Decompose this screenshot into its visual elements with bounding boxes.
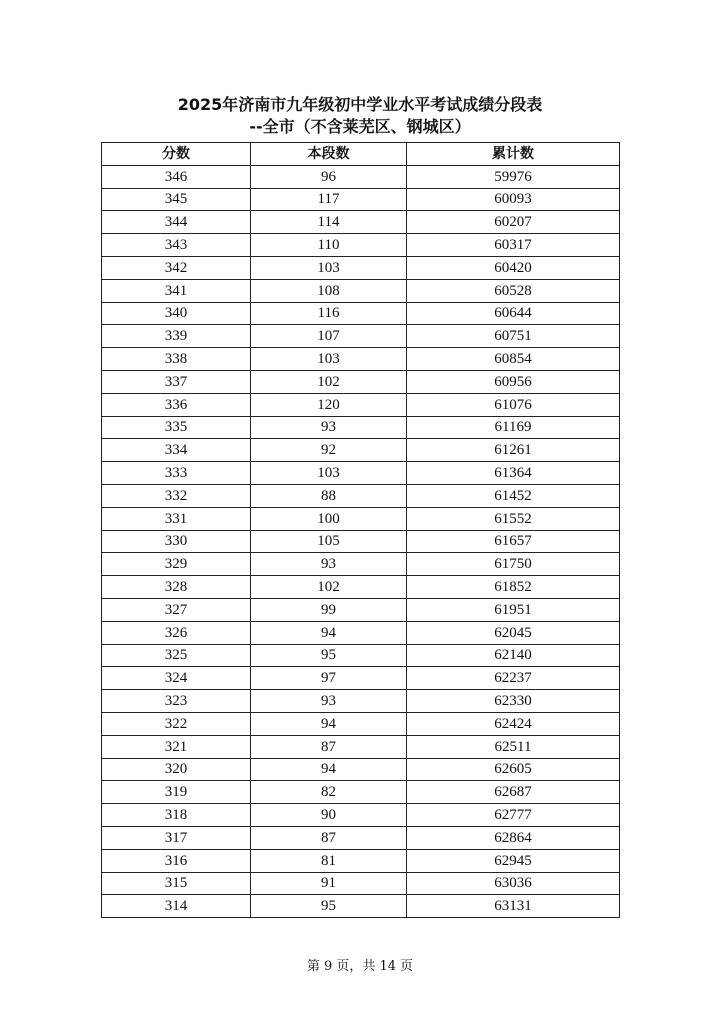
table-row <box>102 348 620 371</box>
cumulative-count-cell: 63131 <box>407 895 620 918</box>
cumulative-count-cell: 61552 <box>407 507 620 530</box>
cumulative-count-cell: 62237 <box>407 667 620 690</box>
page-subtitle: --全市（不含莱芜区、钢城区） <box>249 117 471 136</box>
cumulative-count-cell: 61452 <box>407 484 620 507</box>
segment-count-cell: 93 <box>251 416 407 439</box>
score-cell: 320 <box>102 758 251 781</box>
table-row <box>102 325 620 348</box>
score-cell: 327 <box>102 598 251 621</box>
score-cell: 318 <box>102 804 251 827</box>
score-cell: 321 <box>102 735 251 758</box>
segment-count-cell: 93 <box>251 690 407 713</box>
segment-count-cell: 82 <box>251 781 407 804</box>
table-row <box>102 256 620 279</box>
table-row <box>102 462 620 485</box>
score-distribution-table <box>101 142 620 918</box>
segment-count-cell: 102 <box>251 370 407 393</box>
table-row <box>102 165 620 188</box>
score-cell: 317 <box>102 826 251 849</box>
score-cell: 314 <box>102 895 251 918</box>
segment-count-cell: 88 <box>251 484 407 507</box>
table-row <box>102 211 620 234</box>
cumulative-count-cell: 62605 <box>407 758 620 781</box>
segment-count-cell: 94 <box>251 712 407 735</box>
table-row <box>102 826 620 849</box>
segment-count-cell: 96 <box>251 165 407 188</box>
cumulative-count-cell: 61951 <box>407 598 620 621</box>
segment-count-cell: 102 <box>251 576 407 599</box>
table-row <box>102 781 620 804</box>
page-title: 2025年济南市九年级初中学业水平考试成绩分段表 <box>177 95 543 114</box>
score-cell: 339 <box>102 325 251 348</box>
score-cell: 345 <box>102 188 251 211</box>
score-cell: 343 <box>102 234 251 257</box>
score-cell: 335 <box>102 416 251 439</box>
table-row <box>102 507 620 530</box>
cumulative-count-cell: 61852 <box>407 576 620 599</box>
score-cell: 338 <box>102 348 251 371</box>
table-row <box>102 895 620 918</box>
table-row <box>102 849 620 872</box>
score-cell: 323 <box>102 690 251 713</box>
cumulative-count-cell: 62424 <box>407 712 620 735</box>
score-cell: 328 <box>102 576 251 599</box>
table-row <box>102 439 620 462</box>
cumulative-count-cell: 61169 <box>407 416 620 439</box>
table-row <box>102 667 620 690</box>
cumulative-count-cell: 61261 <box>407 439 620 462</box>
segment-count-cell: 120 <box>251 393 407 416</box>
cumulative-count-cell: 60854 <box>407 348 620 371</box>
table-row <box>102 712 620 735</box>
score-cell: 342 <box>102 256 251 279</box>
score-cell: 344 <box>102 211 251 234</box>
cumulative-count-cell: 60751 <box>407 325 620 348</box>
table-row <box>102 234 620 257</box>
page-footer: 第 9 页，共 14 页 <box>306 959 414 974</box>
cumulative-count-cell: 61076 <box>407 393 620 416</box>
score-cell: 340 <box>102 302 251 325</box>
score-cell: 319 <box>102 781 251 804</box>
cumulative-count-cell: 62511 <box>407 735 620 758</box>
score-cell: 330 <box>102 530 251 553</box>
segment-count-cell: 108 <box>251 279 407 302</box>
table-row <box>102 279 620 302</box>
score-cell: 324 <box>102 667 251 690</box>
segment-count-cell: 94 <box>251 621 407 644</box>
segment-count-cell: 90 <box>251 804 407 827</box>
score-cell: 322 <box>102 712 251 735</box>
score-cell: 326 <box>102 621 251 644</box>
column-header-cumulative-count: 累计数 <box>407 143 620 166</box>
cumulative-count-cell: 60317 <box>407 234 620 257</box>
segment-count-cell: 94 <box>251 758 407 781</box>
cumulative-count-cell: 60644 <box>407 302 620 325</box>
score-cell: 331 <box>102 507 251 530</box>
cumulative-count-cell: 62777 <box>407 804 620 827</box>
cumulative-count-cell: 60093 <box>407 188 620 211</box>
segment-count-cell: 114 <box>251 211 407 234</box>
table-row <box>102 644 620 667</box>
segment-count-cell: 107 <box>251 325 407 348</box>
column-header-segment-count: 本段数 <box>251 143 407 166</box>
score-cell: 341 <box>102 279 251 302</box>
segment-count-cell: 110 <box>251 234 407 257</box>
table-row <box>102 804 620 827</box>
segment-count-cell: 117 <box>251 188 407 211</box>
table-row <box>102 416 620 439</box>
segment-count-cell: 100 <box>251 507 407 530</box>
table-row <box>102 530 620 553</box>
score-cell: 337 <box>102 370 251 393</box>
table-body <box>102 165 620 917</box>
column-header-score: 分数 <box>102 143 251 166</box>
segment-count-cell: 99 <box>251 598 407 621</box>
segment-count-cell: 116 <box>251 302 407 325</box>
table-row <box>102 735 620 758</box>
cumulative-count-cell: 60528 <box>407 279 620 302</box>
table-row <box>102 484 620 507</box>
cumulative-count-cell: 62330 <box>407 690 620 713</box>
table-row <box>102 872 620 895</box>
cumulative-count-cell: 60420 <box>407 256 620 279</box>
table-row <box>102 576 620 599</box>
segment-count-cell: 87 <box>251 826 407 849</box>
cumulative-count-cell: 59976 <box>407 165 620 188</box>
score-cell: 334 <box>102 439 251 462</box>
segment-count-cell: 103 <box>251 462 407 485</box>
table-header-row <box>102 143 620 166</box>
cumulative-count-cell: 62687 <box>407 781 620 804</box>
table-row <box>102 393 620 416</box>
score-cell: 316 <box>102 849 251 872</box>
score-cell: 315 <box>102 872 251 895</box>
segment-count-cell: 95 <box>251 895 407 918</box>
table-row <box>102 188 620 211</box>
cumulative-count-cell: 60207 <box>407 211 620 234</box>
score-cell: 336 <box>102 393 251 416</box>
table-row <box>102 302 620 325</box>
segment-count-cell: 95 <box>251 644 407 667</box>
segment-count-cell: 103 <box>251 348 407 371</box>
table-row <box>102 553 620 576</box>
cumulative-count-cell: 61364 <box>407 462 620 485</box>
score-cell: 346 <box>102 165 251 188</box>
table-row <box>102 758 620 781</box>
cumulative-count-cell: 61657 <box>407 530 620 553</box>
segment-count-cell: 93 <box>251 553 407 576</box>
score-cell: 329 <box>102 553 251 576</box>
cumulative-count-cell: 62045 <box>407 621 620 644</box>
table-row <box>102 621 620 644</box>
table-row <box>102 690 620 713</box>
cumulative-count-cell: 61750 <box>407 553 620 576</box>
cumulative-count-cell: 63036 <box>407 872 620 895</box>
segment-count-cell: 97 <box>251 667 407 690</box>
cumulative-count-cell: 60956 <box>407 370 620 393</box>
cumulative-count-cell: 62945 <box>407 849 620 872</box>
table-row <box>102 370 620 393</box>
score-cell: 333 <box>102 462 251 485</box>
segment-count-cell: 87 <box>251 735 407 758</box>
segment-count-cell: 91 <box>251 872 407 895</box>
segment-count-cell: 103 <box>251 256 407 279</box>
score-cell: 332 <box>102 484 251 507</box>
table-row <box>102 598 620 621</box>
segment-count-cell: 92 <box>251 439 407 462</box>
segment-count-cell: 81 <box>251 849 407 872</box>
score-cell: 325 <box>102 644 251 667</box>
cumulative-count-cell: 62140 <box>407 644 620 667</box>
segment-count-cell: 105 <box>251 530 407 553</box>
cumulative-count-cell: 62864 <box>407 826 620 849</box>
